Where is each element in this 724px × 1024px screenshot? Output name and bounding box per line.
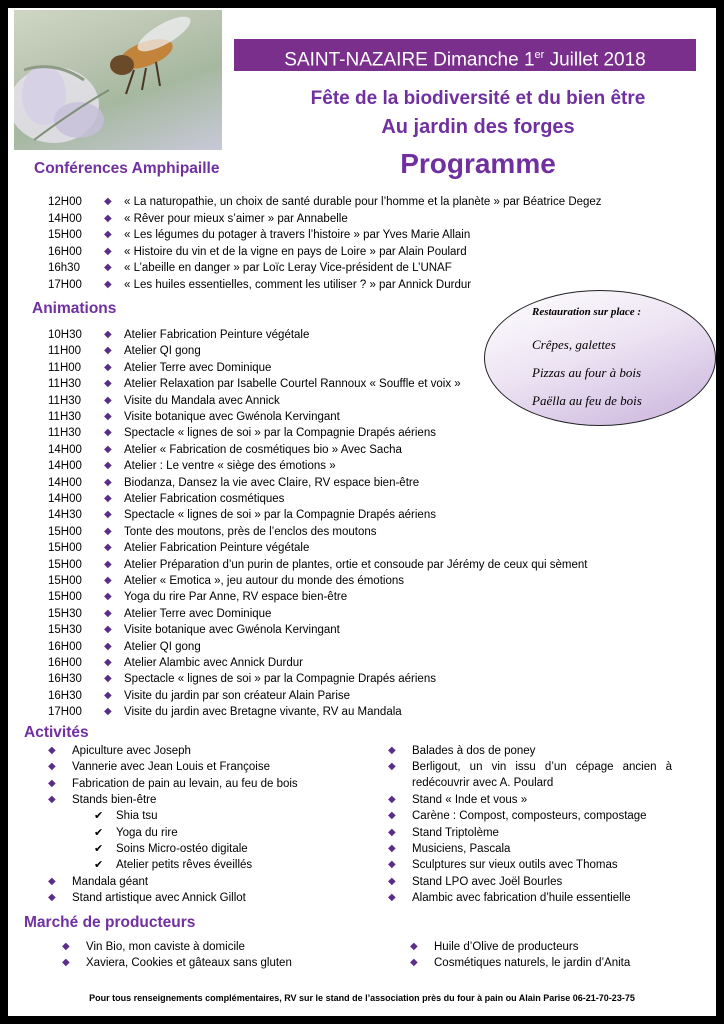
diamond-bullet-icon: ◆ — [388, 891, 396, 903]
schedule-time: 15H00 — [48, 591, 82, 604]
schedule-time: 17H00 — [48, 706, 82, 719]
schedule-time: 15H00 — [48, 542, 82, 555]
diamond-bullet-icon: ◆ — [104, 525, 112, 537]
schedule-time: 11H30 — [48, 427, 82, 440]
diamond-bullet-icon: ◆ — [104, 411, 112, 422]
flyer-page: SAINT-NAZAIRE Dimanche 1er Juillet 2018 Fête de la biodiversité et du bien être Au jardin des forges Programme Conférences Amphipaille 12H00 ◆ « La naturopathie, un choix de santé durable pour l’homme et la planète » par Béatrice Degez 14H00 ◆ « Rêver pour mieux s’aimer » par Annabelle 15H00 ◆ « Les légumes du potager à travers l’histoire » par Yves Marie Allain 16H00 ◆ « Histoire du vin et de la vigne en pays de Loire » par Alain Poulard 16h30 ◆ « L’abeille en danger » par Loïc Leray Vice-président de L’UNAF 17H00 ◆ « Les huiles essentielles, comment les utiliser ? » par Annick Durdur Animations 10H30 ◆ Atelier Fabrication Peinture végétale 11H00 ◆ Atelier QI gong 11H00 ◆ Atelier Terre avec Dominique 11H30 ◆ Atelier Relaxation par Isabelle Courtel Rannoux « Souffle et voix » 11H30 ◆ Visite du Mandala avec Annick 11H30 ◆ Visite botanique avec Gwénola Kervingant 11H30 ◆ Spectacle « lignes de soi » par la Compagnie Drapés aériens 14H00 ◆ Atelier « Fabrication de cosmétiques bio » Avec Sacha 14H00 ◆ Atelier : Le ventre « siège des émotions » 14H00 ◆ Biodanza, Dansez la vie avec Claire, RV espace bien-être 14H00 ◆ Atelier Fabrication cosmétiques 14H30 ◆ Spectacle « lignes de soi » par la Compagnie Drapés aériens 15H00 ◆ Tonte des moutons, près de l’enclos des moutons 15H00 ◆ Atelier Fabrication Peinture végétale 15H00 ◆ Atelier Préparation d’un purin de plantes, ortie et consoude par Jérémy de ceux qui sèment 15H00 ◆ Atelier « Emotica », jeu autour du monde des émotions 15H00 ◆ Yoga du rire Par Anne, RV espace bien-être 15H30 ◆ Atelier Terre avec Dominique 15H30 ◆ Visite botanique avec Gwénola Kervingant 16H00 ◆ Atelier QI gong 16H00 ◆ Atelier Alambic avec Annick Durdur 16H30 ◆ Spectacle « lignes de soi » par la Compagnie Drapés aériens 16H30 ◆ Visite du jardin par son créateur Alain Parise 17H00 ◆ Visite du jardin avec Bretagne vivante, RV au Mandala Restauration sur place : Crêpes, galettes Pizzas au four à bois Paëlla au feu de bois Activités ◆ Apiculture avec Joseph ◆ Vannerie avec Jean Louis et Françoise ◆ Fabrication de pain au levain, au feu de bois ◆ Stands bien-être ✔ Shia tsu ✔ Yoga du rire ✔ Soins Micro-ostéo digitale ✔ Atelier petits rêves éveillés ◆ Mandala géant ◆ Stand artistique avec Annick Gillot ◆ Balades à dos de poney ◆ Berligout, un vin issu d’un cépage ancien à redécouvrir avec A. Poulard ◆ Stand « Inde et vous » ◆ Carène : Compost, composteurs, compostage ◆ Stand Triptolème ◆ Musiciens, Pascala ◆ Sculptures sur vieux outils avec Thomas ◆ Stand LPO avec Joël Bourles ◆ Alambic avec fabrication d’huile essentielle Marché de producteurs ◆ Vin Bio, mon caviste à domicile ◆ Xaviera, Cookies et gâteaux sans gluten ◆ Huile d’Olive de producteurs ◆ Cosmétiques naturels, le jardin d’Anita Pour tous renseignements complémentaires, RV sur le stand de l’association près du four à pain ou Alain Parise 06-21-70-23-75 — [8, 8, 716, 1016]
restauration-item: Crêpes, galettes — [532, 337, 616, 352]
schedule-time: 14H00 — [48, 460, 82, 473]
schedule-text: Visite du jardin par son créateur Alain Parise — [124, 689, 351, 702]
list-item-text: Stand « Inde et vous » — [412, 794, 528, 806]
diamond-bullet-icon: ◆ — [104, 493, 112, 504]
diamond-bullet-icon: ◆ — [410, 957, 418, 968]
schedule-time: 14H00 — [48, 493, 82, 505]
diamond-bullet-icon: ◆ — [104, 640, 112, 652]
check-icon: ✔ — [94, 843, 104, 855]
diamond-bullet-icon: ◆ — [388, 875, 396, 887]
venue-subtitle: Au jardin des forges — [381, 116, 575, 138]
schedule-time: 15H30 — [48, 624, 82, 637]
schedule-text: Biodanza, Dansez la vie avec Claire, RV espace bien-être — [124, 476, 420, 489]
diamond-bullet-icon: ◆ — [104, 624, 112, 636]
check-icon: ✔ — [94, 810, 104, 822]
list-item-text: Sculptures sur vieux outils avec Thomas — [412, 859, 618, 872]
schedule-text: « Histoire du vin et de la vigne en pays de Loire » par Alain Poulard — [124, 245, 467, 258]
schedule-time: 12H00 — [48, 196, 82, 208]
schedule-time: 16H30 — [48, 689, 82, 702]
check-icon: ✔ — [94, 827, 104, 839]
diamond-bullet-icon: ◆ — [104, 427, 112, 439]
list-item-text: Carène : Compost, composteurs, compostage — [412, 810, 647, 823]
schedule-text: Atelier Fabrication Peinture végétale — [124, 542, 310, 555]
schedule-text: Atelier QI gong — [124, 345, 201, 358]
schedule-time: 11H30 — [48, 394, 82, 407]
diamond-bullet-icon: ◆ — [104, 706, 112, 718]
schedule-text: Spectacle « lignes de soi » par la Compagnie Drapés aériens — [124, 427, 436, 440]
schedule-text: Atelier Terre avec Dominique — [124, 607, 272, 620]
schedule-text: Atelier « Emotica », jeu autour du monde des émotions — [124, 575, 404, 587]
bee-flower-photo — [14, 10, 222, 150]
schedule-text: Visite botanique avec Gwénola Kervingant — [124, 411, 340, 423]
list-item-text: Stand Triptolème — [412, 826, 499, 839]
diamond-bullet-icon: ◆ — [104, 443, 112, 455]
schedule-time: 11H00 — [48, 361, 82, 374]
restauration-item: Paëlla au feu de bois — [532, 393, 642, 408]
diamond-bullet-icon: ◆ — [388, 842, 396, 854]
diamond-bullet-icon: ◆ — [104, 378, 112, 390]
diamond-bullet-icon: ◆ — [104, 245, 112, 257]
schedule-text: « L’abeille en danger » par Loïc Leray Vice-président de L’UNAF — [124, 262, 452, 274]
schedule-text: « Rêver pour mieux s’aimer » par Annabelle — [124, 212, 348, 225]
diamond-bullet-icon: ◆ — [104, 262, 112, 273]
schedule-time: 15H00 — [48, 575, 82, 587]
schedule-text: Visite du jardin avec Bretagne vivante, RV au Mandala — [124, 706, 402, 719]
animations-heading: Animations — [32, 300, 117, 317]
diamond-bullet-icon: ◆ — [104, 558, 112, 570]
schedule-time: 15H00 — [48, 558, 82, 571]
schedule-text: Atelier Fabrication Peinture végétale — [124, 329, 310, 341]
schedule-time: 16H00 — [48, 657, 82, 669]
banner-sup: er — [534, 49, 545, 61]
check-icon: ✔ — [94, 859, 104, 871]
diamond-bullet-icon: ◆ — [104, 657, 112, 668]
diamond-bullet-icon: ◆ — [104, 361, 112, 373]
diamond-bullet-icon: ◆ — [104, 591, 112, 603]
schedule-time: 11H30 — [48, 411, 82, 423]
diamond-bullet-icon: ◆ — [104, 460, 112, 472]
diamond-bullet-icon: ◆ — [104, 229, 112, 240]
schedule-time: 11H00 — [48, 345, 82, 358]
list-item-text: Musiciens, Pascala — [412, 842, 511, 855]
program-title: Programme — [400, 148, 556, 179]
diamond-bullet-icon: ◆ — [48, 892, 56, 903]
schedule-text: « Les légumes du potager à travers l’histoire » par Yves Marie Allain — [124, 229, 471, 241]
diamond-bullet-icon: ◆ — [388, 826, 396, 838]
schedule-text: « Les huiles essentielles, comment les utiliser ? » par Annick Durdur — [124, 278, 472, 291]
diamond-bullet-icon: ◆ — [104, 509, 112, 521]
diamond-bullet-icon: ◆ — [104, 689, 112, 701]
banner-day: Dimanche 1 — [433, 49, 535, 71]
diamond-bullet-icon: ◆ — [388, 859, 396, 871]
diamond-bullet-icon: ◆ — [410, 941, 418, 952]
diamond-bullet-icon: ◆ — [388, 794, 396, 805]
diamond-bullet-icon: ◆ — [104, 575, 112, 586]
diamond-bullet-icon: ◆ — [388, 810, 396, 822]
schedule-time: 17H00 — [48, 278, 82, 291]
schedule-time: 14H00 — [48, 212, 82, 225]
schedule-time: 11H30 — [48, 378, 82, 391]
diamond-bullet-icon: ◆ — [104, 212, 112, 224]
diamond-bullet-icon: ◆ — [104, 476, 112, 488]
schedule-text: Yoga du rire Par Anne, RV espace bien-être — [124, 591, 348, 604]
diamond-bullet-icon: ◆ — [104, 673, 112, 685]
banner-city: SAINT-NAZAIRE — [284, 49, 428, 71]
diamond-bullet-icon: ◆ — [104, 329, 112, 340]
schedule-time: 10H30 — [48, 329, 82, 341]
schedule-text: Atelier « Fabrication de cosmétiques bio » Avec Sacha — [124, 443, 402, 456]
schedule-text: Atelier QI gong — [124, 640, 201, 653]
schedule-text: Atelier Terre avec Dominique — [124, 361, 272, 374]
schedule-text: Atelier : Le ventre « siège des émotions » — [124, 460, 336, 473]
schedule-text: Atelier Alambic avec Annick Durdur — [124, 657, 303, 669]
marche-heading: Marché de producteurs — [24, 914, 196, 931]
diamond-bullet-icon: ◆ — [104, 394, 112, 406]
activites-heading: Activités — [24, 724, 89, 741]
diamond-bullet-icon: ◆ — [48, 745, 56, 756]
diamond-bullet-icon: ◆ — [104, 345, 112, 357]
diamond-bullet-icon: ◆ — [104, 196, 112, 207]
schedule-time: 15H00 — [48, 525, 82, 538]
footer-info: Pour tous renseignements complémentaires, RV sur le stand de l’association près du four à pain ou Alain Parise 06-21-70-23-75 — [89, 993, 635, 1003]
schedule-time: 16H00 — [48, 245, 82, 258]
event-subtitle: Fête de la biodiversité et du bien être — [310, 88, 646, 109]
schedule-time: 14H00 — [48, 443, 82, 456]
diamond-bullet-icon: ◆ — [104, 278, 112, 290]
schedule-text: Visite du Mandala avec Annick — [124, 394, 280, 407]
diamond-bullet-icon: ◆ — [62, 957, 70, 968]
schedule-time: 16H30 — [48, 673, 82, 686]
diamond-bullet-icon: ◆ — [388, 761, 396, 772]
diamond-bullet-icon: ◆ — [388, 745, 396, 756]
schedule-time: 14H00 — [48, 476, 82, 489]
list-item-text: Alambic avec fabrication d’huile essentielle — [412, 891, 631, 904]
restauration-title: Restauration sur place : — [532, 306, 642, 318]
diamond-bullet-icon: ◆ — [62, 941, 70, 952]
schedule-text: « La naturopathie, un choix de santé durable pour l’homme et la planète » par Béatrice Degez — [124, 196, 602, 208]
diamond-bullet-icon: ◆ — [48, 794, 56, 805]
schedule-time: 14H30 — [48, 509, 82, 522]
conferences-heading: Conférences Amphipaille — [34, 160, 220, 177]
list-item: ◆ Berligout, un vin issu d’un cépage ancien à redécouvrir avec A. Poulard — [388, 761, 672, 789]
schedule-time: 16h30 — [48, 262, 80, 274]
diamond-bullet-icon: ◆ — [104, 542, 112, 554]
schedule-text: Atelier Préparation d’un purin de plantes, ortie et consoude par Jérémy de ceux qui sèment — [124, 558, 588, 571]
banner-rest: Juillet 2018 — [544, 49, 646, 71]
diamond-bullet-icon: ◆ — [48, 761, 56, 772]
schedule-text: Spectacle « lignes de soi » par la Compagnie Drapés aériens — [124, 673, 436, 686]
schedule-time: 16H00 — [48, 640, 82, 653]
restauration-item: Pizzas au four à bois — [532, 365, 642, 380]
schedule-text: Atelier Fabrication cosmétiques — [124, 493, 285, 505]
diamond-bullet-icon: ◆ — [48, 876, 56, 887]
schedule-text: Visite botanique avec Gwénola Kervingant — [124, 624, 340, 637]
schedule-time: 15H30 — [48, 607, 82, 620]
schedule-time: 15H00 — [48, 229, 82, 241]
diamond-bullet-icon: ◆ — [48, 778, 56, 789]
date-banner — [234, 39, 696, 71]
schedule-text: Spectacle « lignes de soi » par la Compagnie Drapés aériens — [124, 509, 436, 522]
diamond-bullet-icon: ◆ — [104, 607, 112, 619]
schedule-text: Atelier Relaxation par Isabelle Courtel Rannoux « Souffle et voix » — [124, 378, 461, 391]
schedule-text: Tonte des moutons, près de l’enclos des moutons — [124, 525, 377, 538]
list-item-text: Stand LPO avec Joël Bourles — [412, 875, 563, 888]
